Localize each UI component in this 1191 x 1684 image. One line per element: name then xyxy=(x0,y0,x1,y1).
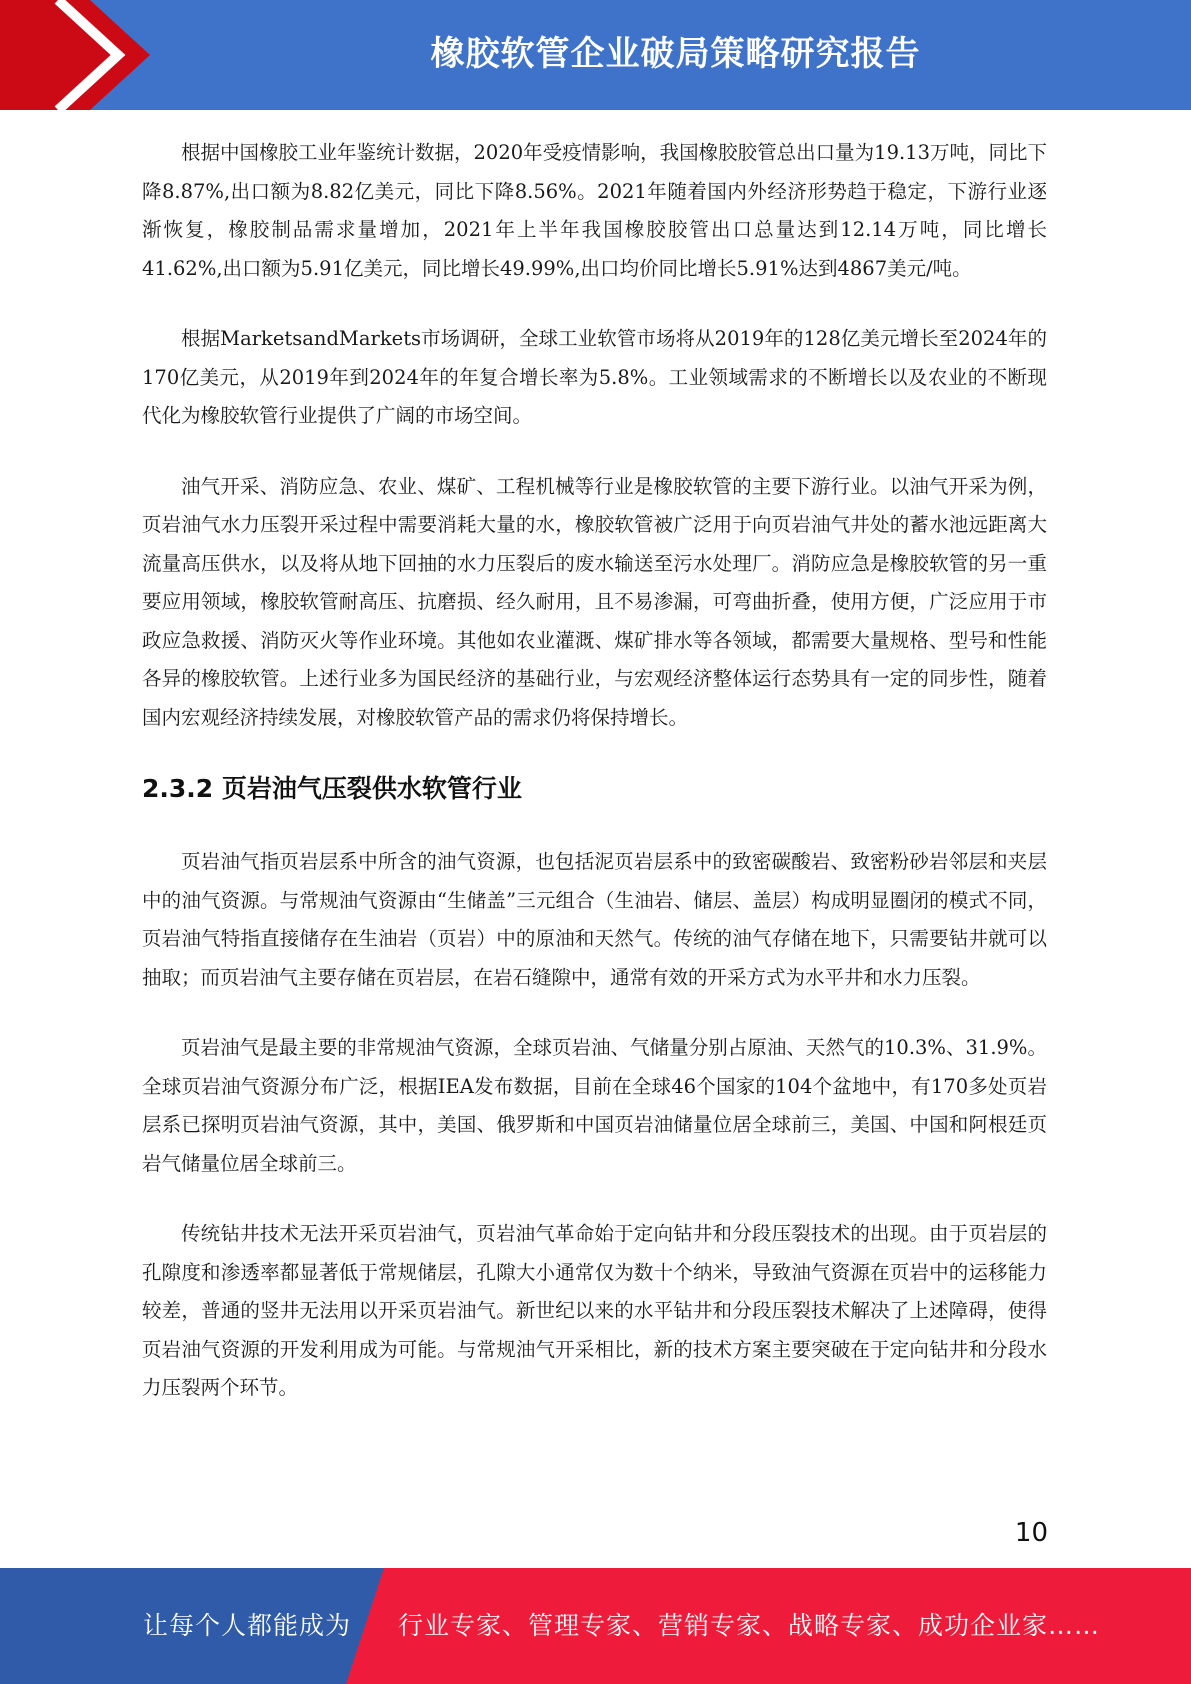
paragraph-downstream-industries: 油气开采、消防应急、农业、煤矿、工程机械等行业是橡胶软管的主要下游行业。以油气开采为例，页岩油气水力压裂开采过程中需要消耗大量的水，橡胶软管被广泛用于向页岩油气井处的蓄水池远距离大流量高压供水，以及将从地下回抽的水力压裂后的废水输送至污水处理厂。消防应急是橡胶软管的另一重要应用领域，橡胶软管耐高压、抗磨损、经久耐用，且不易渗漏，可弯曲折叠，使用方便，广泛应用于市政应急救援、消防灭火等作业环境。其他如农业灌溉、煤矿排水等各领域，都需要大量规格、型号和性能各异的橡胶软管。上述行业多为国民经济的基础行业，与宏观经济整体运行态势具有一定的同步性，随着国内宏观经济持续发展，对橡胶软管产品的需求仍将保持增长。 xyxy=(142,474,1047,729)
report-title: 橡胶软管企业破局策略研究报告 xyxy=(430,34,921,74)
red-chevron-decoration xyxy=(0,0,150,110)
footer-slogan-right: 行业专家、管理专家、营销专家、战略专家、成功企业家…… xyxy=(398,1611,1101,1640)
page-footer xyxy=(0,1568,1191,1684)
paragraph-shale-reserves: 页岩油气是最主要的非常规油气资源，全球页岩油、气储量分别占原油、天然气的10.3%、31.9%。全球页岩油气资源分布广泛，根据IEA发布数据，目前在全球46个国家的104个盆地中，有170多处页岩层系已探明页岩油气资源，其中，美国、俄罗斯和中国页岩油储量位居全球前三，美国、中国和阿根廷页岩气储量位居全球前三。 xyxy=(142,1036,1047,1175)
paragraph-export-data: 根据中国橡胶工业年鉴统计数据，2020年受疫情影响，我国橡胶胶管总出口量为19.13万吨，同比下降8.87%,出口额为8.82亿美元，同比下降8.56%。2021年随着国内外经济形势趋于稳定，下游行业逐渐恢复，橡胶制品需求量增加，2021年上半年我国橡胶胶管出口总量达到12.14万吨，同比增长41.62%,出口额为5.91亿美元，同比增长49.99%,出口均价同比增长5.91%达到4867美元/吨。 xyxy=(142,141,1047,280)
section-heading: 2.3.2 页岩油气压裂供水软管行业 xyxy=(142,774,522,803)
paragraph-shale-technology: 传统钻井技术无法开采页岩油气，页岩油气革命始于定向钻井和分段压裂技术的出现。由于页岩层的孔隙度和渗透率都显著低于常规储层，孔隙大小通常仅为数十个纳米，导致油气资源在页岩中的运移能力较差，普通的竖井无法用以开采页岩油气。新世纪以来的水平钻井和分段压裂技术解决了上述障碍，使得页岩油气资源的开发利用成为可能。与常规油气开采相比，新的技术方案主要突破在于定向钻井和分段水力压裂两个环节。 xyxy=(142,1222,1047,1399)
paragraph-market-research: 根据MarketsandMarkets市场调研，全球工业软管市场将从2019年的128亿美元增长至2024年的170亿美元，从2019年到2024年的年复合增长率为5.8%。工业领域需求的不断增长以及农业的不断现代化为橡胶软管行业提供了广阔的市场空间。 xyxy=(142,327,1047,427)
page-content xyxy=(142,134,1047,1440)
page-number: 10 xyxy=(1014,1518,1048,1548)
paragraph-shale-definition: 页岩油气指页岩层系中所含的油气资源，也包括泥页岩层系中的致密碳酸岩、致密粉砂岩邻层和夹层中的油气资源。与常规油气资源由“生储盖”三元组合（生油岩、储层、盖层）构成明显圈闭的模式不同，页岩油气特指直接储存在生油岩（页岩）中的原油和天然气。传统的油气存储在地下，只需要钻井就可以抽取；而页岩油气主要存储在页岩层，在岩石缝隙中，通常有效的开采方式为水平井和水力压裂。 xyxy=(142,850,1047,989)
page-header xyxy=(0,0,1191,110)
footer-slogan-left: 让每个人都能成为 xyxy=(143,1611,352,1640)
